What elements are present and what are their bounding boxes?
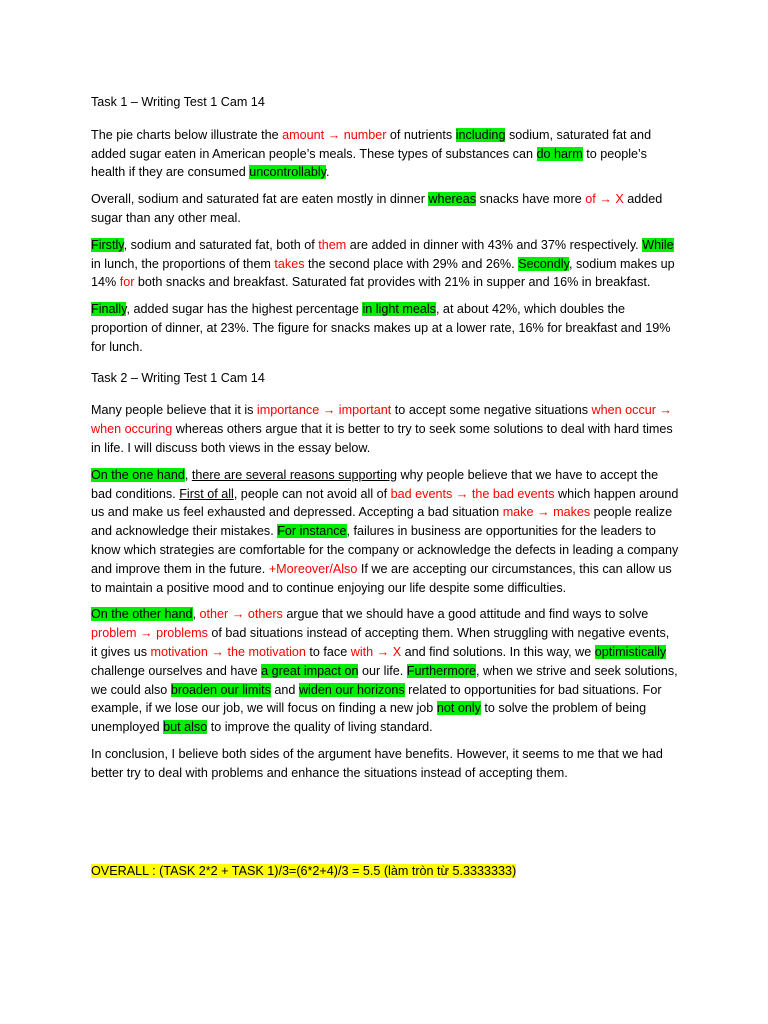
paragraph-text: are added in dinner with 43% and 37% respectively. [346, 237, 643, 252]
paragraph-text: to improve the quality of living standard. [207, 720, 433, 735]
paragraph-text: and find solutions. In this way, we [401, 644, 595, 659]
highlighted-phrase: broaden our limits [170, 682, 271, 697]
highlighted-phrase: do harm [536, 146, 583, 161]
highlighted-phrase: in light meals [362, 302, 436, 317]
paragraph-text: related to opportunities for bad situations. For example, if we lose our job, we will focus on finding a new job [91, 682, 662, 716]
paragraph-text: , sodium makes up 14% [91, 256, 675, 290]
paragraph-text: of bad situations instead of accepting them. When struggling with negative events, it gives us [91, 626, 670, 659]
correction-text: for [119, 275, 135, 290]
highlighted-phrase: While [642, 237, 674, 252]
correction-text: problem → problems [91, 626, 208, 641]
paragraph-text: why people believe that we have to accept the bad conditions. [91, 467, 659, 501]
paragraph-text: In conclusion, I believe both sides of the argument have benefits. However, it seems to me that we had better try to deal with problems and enhance the situations instead of accepting them. [91, 746, 663, 780]
essay-body [91, 93, 679, 791]
task1-paragraph-1 [91, 126, 679, 182]
correction-text: them [318, 237, 347, 252]
correction-text: when occur → when occuring [91, 403, 673, 437]
paragraph-text: , failures in business are opportunities for the leaders to know which strategies are comfortable for the company or acknowledge the defects in leading a company and improve them in the future. [91, 524, 679, 576]
correction-text: takes [274, 256, 305, 271]
highlighted-phrase: On the other hand [91, 607, 193, 622]
highlighted-phrase: uncontrollably [249, 165, 326, 180]
highlighted-phrase: a great impact on [261, 663, 359, 678]
overall-score-line [91, 862, 516, 881]
correction-text: motivation → the motivation [150, 644, 306, 659]
paragraph-text: snacks have more [476, 192, 586, 207]
paragraph-text: , people can not avoid all of [233, 486, 391, 501]
task2-heading: Task 2 – Writing Test 1 Cam 14 [91, 370, 265, 385]
highlighted-phrase: Firstly [91, 237, 124, 252]
correction-text: other → others [199, 607, 283, 622]
task2-paragraph-1 [91, 401, 679, 457]
paragraph-text: Overall, sodium and saturated fat are eaten mostly in dinner [91, 192, 429, 207]
task1-heading: Task 1 – Writing Test 1 Cam 14 [91, 95, 265, 109]
correction-text: importance → important [256, 403, 392, 418]
task1-paragraph-3 [91, 236, 679, 292]
correction-text: +Moreover/Also [268, 561, 358, 576]
highlighted-phrase: but also [163, 720, 208, 735]
paragraph-text: Many people believe that it is [91, 403, 257, 418]
correction-text: amount → number [282, 127, 387, 142]
highlighted-phrase: including [455, 127, 506, 142]
highlighted-phrase: Furthermore [406, 663, 477, 678]
task1-paragraph-4 [91, 300, 679, 356]
paragraph-text: , [192, 607, 200, 622]
paragraph-text: people realize and acknowledge their mistakes. [91, 505, 673, 539]
paragraph-text: the second place with 29% and 26%. [304, 256, 519, 271]
paragraph-text: whereas others argue that it is better to try to seek some solutions to deal with hard times in life. I will discuss both views in the essay below. [91, 422, 673, 455]
paragraph-text: . [326, 165, 330, 180]
task1-paragraph-2 [91, 190, 679, 228]
highlighted-phrase: not only [436, 701, 481, 716]
paragraph-text: argue that we should have a good attitude and find ways to solve [282, 607, 649, 622]
paragraph-text: our life. [358, 663, 407, 678]
paragraph-text: in lunch, the proportions of them [91, 256, 275, 271]
paragraph-text: , when we strive and seek solutions, we could also [91, 663, 678, 697]
highlighted-phrase: whereas [428, 192, 477, 207]
highlighted-phrase: Finally [91, 302, 127, 317]
task2-paragraph-3 [91, 605, 679, 737]
highlighted-phrase: Secondly [518, 256, 569, 271]
paragraph-text: and [270, 682, 299, 697]
paragraph-text: to solve the problem of being unemployed [91, 701, 647, 735]
paragraph-text: sodium, saturated fat and added sugar eaten in American people’s meals. These types of substances can [91, 127, 652, 161]
paragraph-text: challenge ourselves and have [91, 663, 262, 678]
highlighted-phrase: optimistically [594, 644, 667, 659]
correction-text: with → X [350, 644, 402, 659]
underlined-phrase: there are several reasons supporting [191, 467, 397, 482]
paragraph-text: to accept some negative situations [391, 403, 592, 418]
paragraph-text: of nutrients [386, 127, 456, 142]
paragraph-text: If we are accepting our circumstances, this can allow us to maintain a positive mood and to continue enjoying our life despite some difficulties. [91, 561, 672, 595]
highlighted-phrase: widen our horizons [298, 682, 405, 697]
task2-paragraph-4 [91, 745, 679, 783]
correction-text: make → makes [502, 505, 591, 520]
paragraph-text: , sodium and saturated fat, both of [123, 237, 319, 252]
correction-text: of → X [585, 192, 624, 207]
paragraph-text: to face [305, 644, 351, 659]
correction-text: bad events → the bad events [390, 486, 555, 501]
paragraph-text: added sugar than any other meal. [91, 192, 663, 225]
highlighted-phrase: For instance [277, 524, 347, 539]
paragraph-text: The pie charts below illustrate the [91, 127, 283, 142]
task2-section [91, 401, 679, 782]
paragraph-text: to people’s health if they are consumed [91, 146, 647, 180]
overall-score: OVERALL : (TASK 2*2 + TASK 1)/3=(6*2+4)/3 = 5.5 (làm tròn từ 5.3333333) [91, 864, 517, 878]
task2-paragraph-2 [91, 466, 679, 598]
underlined-phrase: First of all [179, 486, 234, 501]
task1-section [91, 126, 679, 357]
highlighted-phrase: On the one hand [91, 467, 185, 482]
paragraph-text: , [184, 467, 192, 482]
paragraph-text: , at about 42%, which doubles the proportion of dinner, at 23%. The figure for snacks makes up at a lower rate, 16% for breakfast and 19% for lunch. [91, 302, 671, 354]
paragraph-text: which happen around us and make us feel exhausted and depressed. Accepting a bad situation [91, 486, 679, 520]
paragraph-text: , added sugar has the highest percentage [126, 302, 363, 317]
paragraph-text: both snacks and breakfast. Saturated fat provides with 21% in supper and 16% in breakfast. [134, 275, 651, 290]
